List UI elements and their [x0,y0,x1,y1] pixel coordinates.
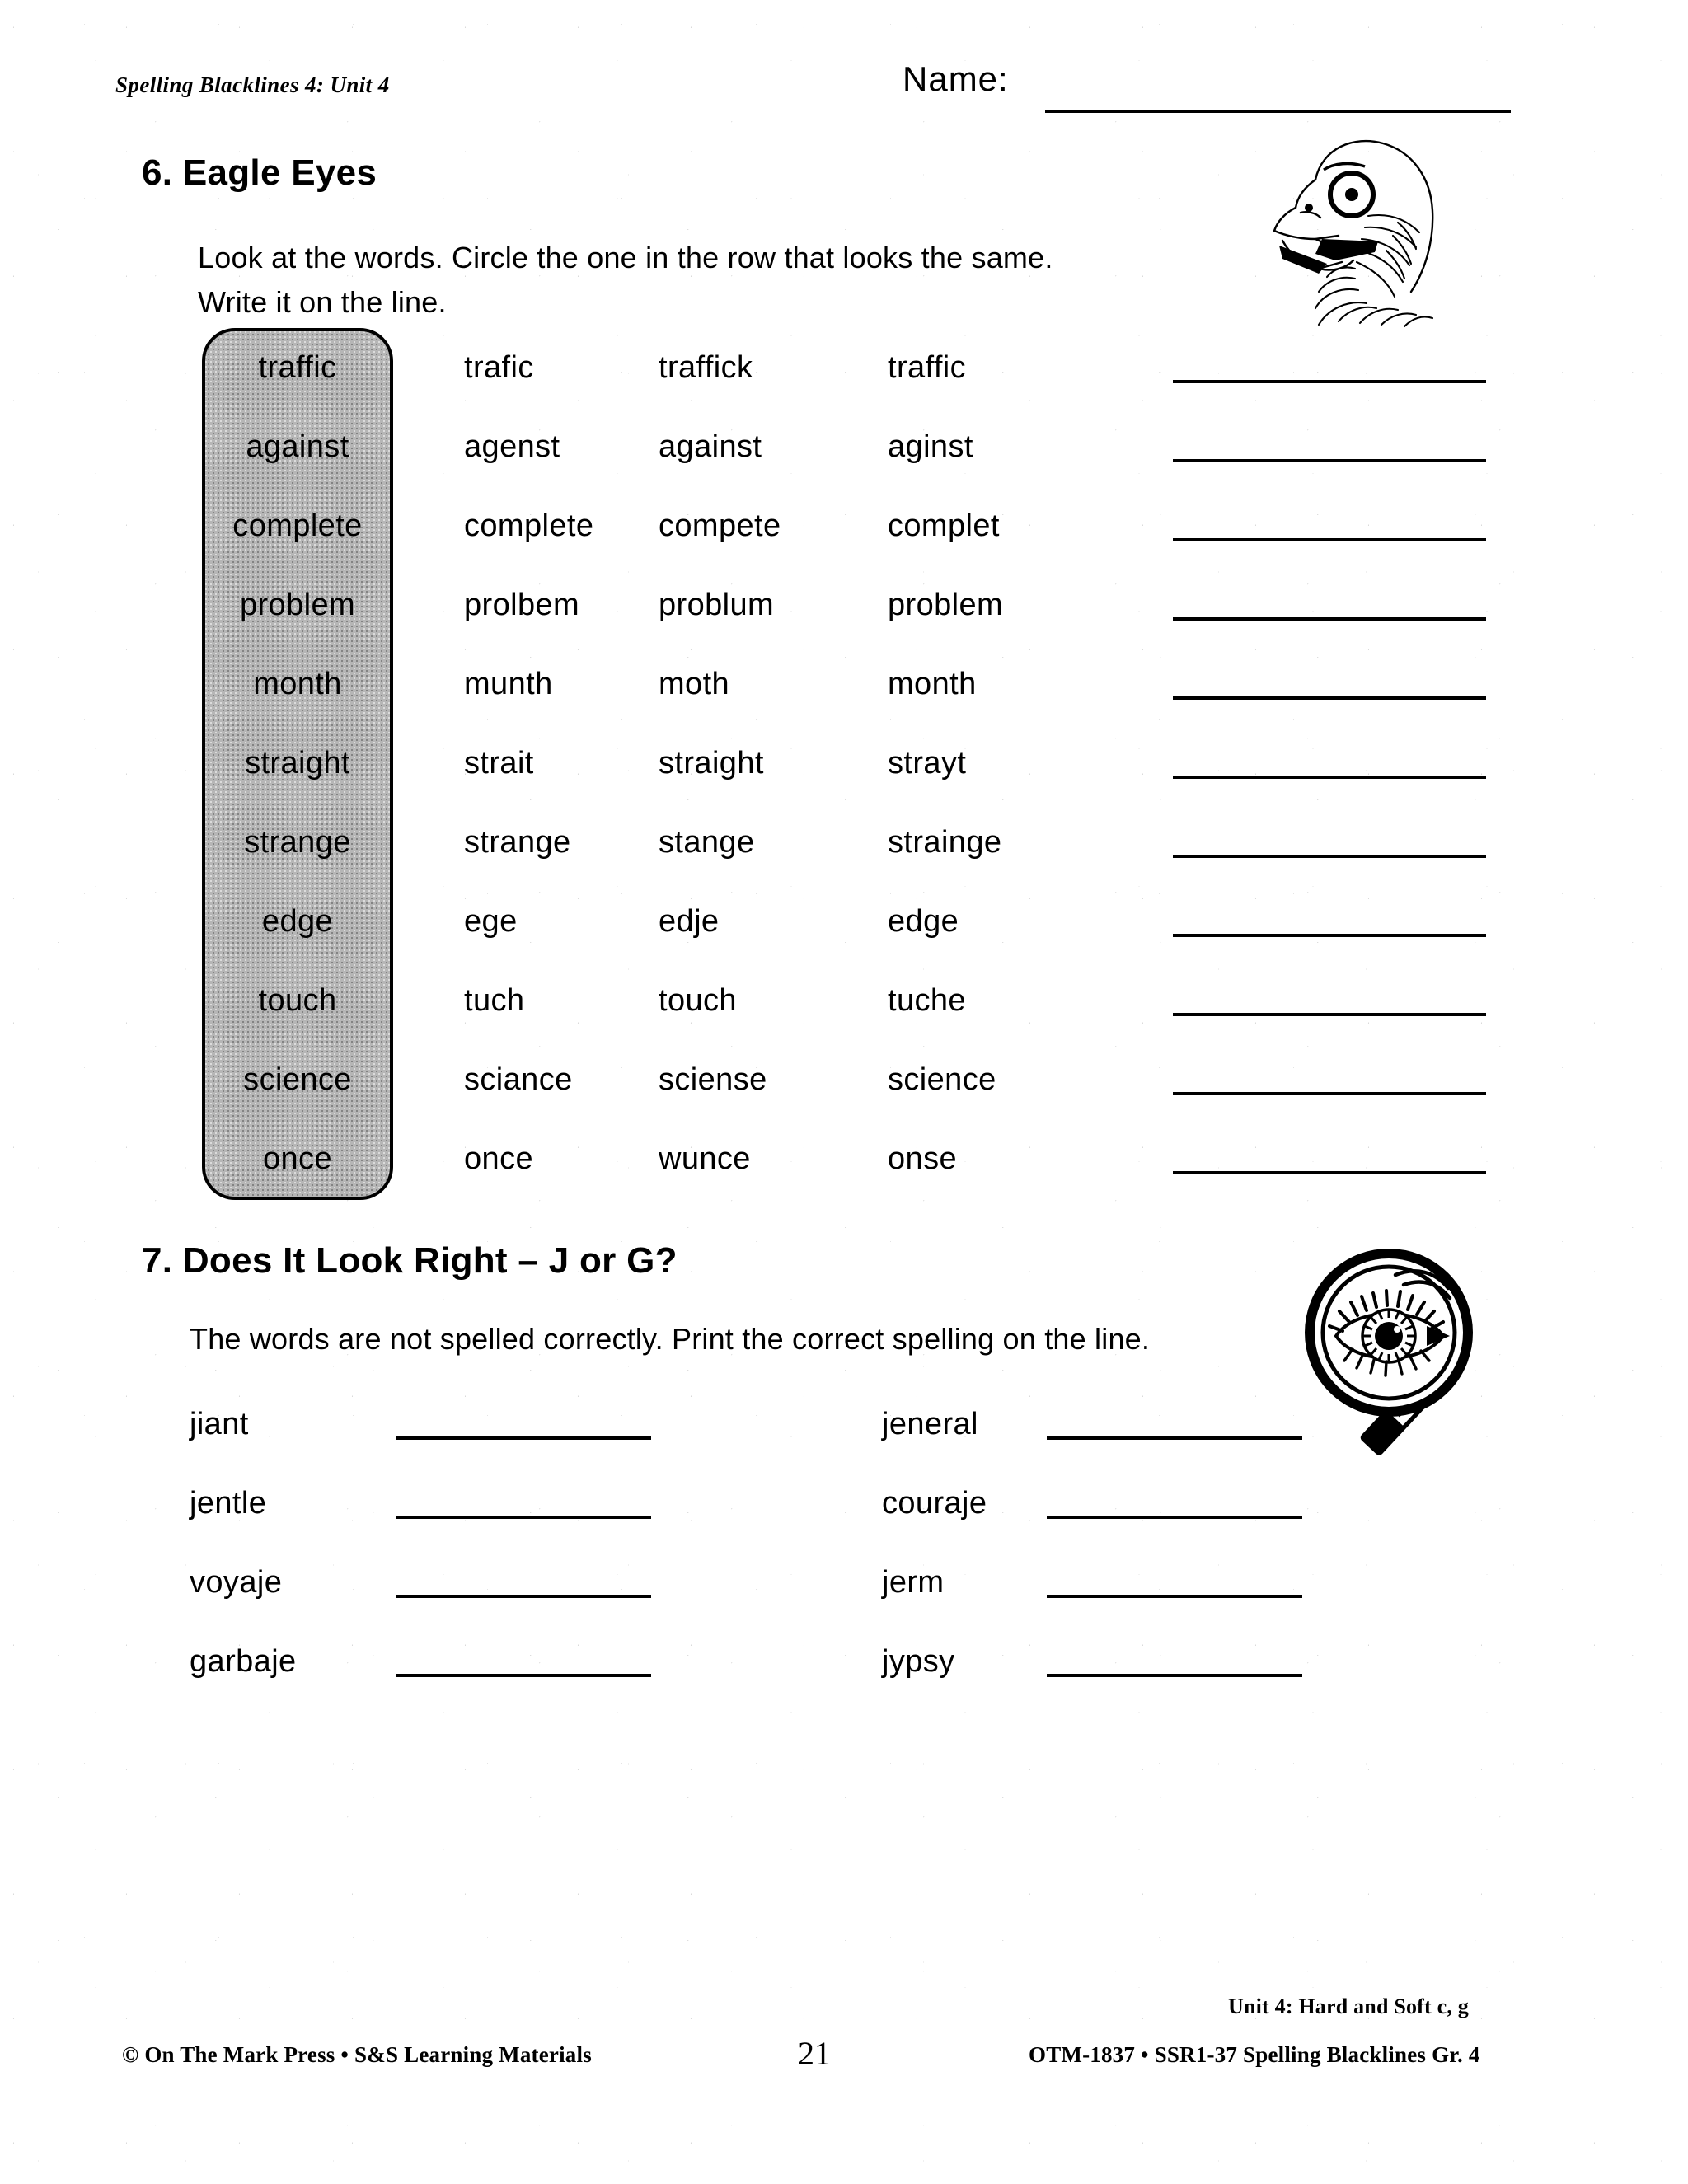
key-word: problem [239,587,356,622]
choice-c[interactable]: aginst [888,429,973,464]
choice-c[interactable]: edge [888,903,959,939]
choice-b[interactable]: moth [659,666,730,701]
answer-write-line[interactable] [1173,1092,1486,1095]
choice-a[interactable]: sciance [464,1062,573,1097]
section-6-instruction-line-1: Look at the words. Circle the one in the row that looks the same. [198,241,1053,274]
choice-c[interactable]: month [888,666,977,701]
word-entry-right [882,1644,1525,1680]
eagle-head-icon [1236,115,1451,338]
answer-write-line[interactable] [1047,1674,1302,1677]
key-word: edge [261,903,334,939]
key-word: straight [245,745,350,780]
answer-write-line[interactable] [1047,1516,1302,1519]
choice-a[interactable]: agenst [464,429,560,464]
key-word: traffic [258,349,337,385]
choice-b[interactable]: against [659,429,762,464]
section-7-instructions: The words are not spelled correctly. Print the correct spelling on the line. [190,1322,1151,1356]
footer-catalog-code: OTM-1837 • SSR1-37 Spelling Blacklines Gr. 4 [1029,2042,1480,2067]
misspelled-word: garbaje [190,1643,297,1679]
key-word: against [246,429,349,464]
choice-b[interactable]: stange [659,824,755,860]
choice-c[interactable]: strainge [888,824,1002,860]
key-word: touch [258,982,337,1018]
choice-a[interactable]: tuch [464,982,525,1018]
choice-c[interactable]: science [888,1062,996,1097]
choice-c[interactable]: complet [888,508,1000,543]
section-6-instructions [198,236,1053,325]
answer-write-line[interactable] [1173,380,1486,383]
answer-write-line[interactable] [396,1516,651,1519]
word-entry-left [190,1644,882,1680]
misspelled-word: jypsy [882,1643,955,1679]
list-item [190,1543,1525,1622]
answer-write-line[interactable] [1173,855,1486,858]
choice-b[interactable]: sciense [659,1062,767,1097]
choice-b[interactable]: wunce [659,1141,751,1176]
word-entry-right [882,1565,1525,1601]
choice-b[interactable]: traffick [659,349,753,385]
misspelled-word: voyaje [190,1564,283,1600]
choice-a[interactable]: munth [464,666,553,701]
answer-line-cell[interactable] [1110,352,1521,383]
word-entry-left [190,1407,882,1442]
section-6-instruction-line-2: Write it on the line. [198,285,447,319]
answer-line-cell[interactable] [1110,1064,1521,1095]
magnifying-glass-icon [1273,1224,1529,1479]
choice-c[interactable]: problem [888,587,1004,622]
answer-line-cell[interactable] [1110,431,1521,462]
answer-write-line[interactable] [1047,1436,1302,1440]
misspelled-word: jeneral [882,1406,978,1441]
choice-a[interactable]: prolbem [464,587,580,622]
footer-copyright: © On The Mark Press • S&S Learning Materials [122,2042,592,2067]
answer-line-cell[interactable] [1110,1143,1521,1174]
answer-write-line[interactable] [1047,1595,1302,1598]
answer-write-line[interactable] [1173,459,1486,462]
answer-write-line[interactable] [1173,1013,1486,1016]
table-row [202,486,1521,565]
booklet-title: Spelling Blacklines 4: Unit 4 [115,73,390,97]
choice-a[interactable]: trafic [464,349,534,385]
answer-write-line[interactable] [396,1595,651,1598]
table-row [202,644,1521,724]
answer-line-cell[interactable] [1110,985,1521,1016]
choice-a[interactable]: strait [464,745,534,780]
answer-line-cell[interactable] [1110,668,1521,700]
name-label: Name: [903,59,1009,98]
misspelled-word: couraje [882,1485,987,1521]
answer-write-line[interactable] [1173,696,1486,700]
section-6-title: 6. Eagle Eyes [142,152,377,193]
key-word: once [262,1141,332,1176]
answer-line-cell[interactable] [1110,748,1521,779]
choice-b[interactable]: straight [659,745,764,780]
answer-line-cell[interactable] [1110,510,1521,541]
answer-write-line[interactable] [1173,776,1486,779]
choice-a[interactable]: once [464,1141,534,1176]
answer-line-cell[interactable] [1110,589,1521,621]
table-row [202,882,1521,961]
choice-c[interactable]: traffic [888,349,967,385]
table-row [202,803,1521,882]
misspelled-word: jentle [190,1485,267,1521]
name-write-line[interactable] [1045,110,1511,113]
answer-write-line[interactable] [1173,1171,1486,1174]
table-row [202,1040,1521,1119]
choice-a[interactable]: complete [464,508,594,543]
word-entry-left [190,1486,882,1521]
table-row [202,1119,1521,1198]
choice-b[interactable]: edje [659,903,720,939]
answer-write-line[interactable] [396,1436,651,1440]
section-7-title: 7. Does It Look Right – J or G? [142,1240,678,1281]
misspelled-word: jiant [190,1406,249,1441]
choice-b[interactable]: touch [659,982,737,1018]
key-word: month [253,666,342,701]
misspelled-word: jerm [882,1564,945,1600]
choice-c[interactable]: strayt [888,745,967,780]
answer-write-line[interactable] [1173,538,1486,541]
table-row [202,407,1521,486]
table-row [202,328,1521,407]
eagle-eyes-word-grid [202,328,1521,1198]
page-number: 21 [798,2035,831,2072]
choice-c[interactable]: tuche [888,982,966,1018]
key-word: strange [244,824,351,860]
key-word: science [243,1062,352,1097]
choice-b[interactable]: problum [659,587,775,622]
key-word: complete [232,508,363,543]
word-entry-left [190,1565,882,1601]
choice-a[interactable]: ege [464,903,518,939]
word-entry-right [882,1486,1525,1521]
answer-write-line[interactable] [1173,934,1486,937]
table-row [202,565,1521,644]
choice-c[interactable]: onse [888,1141,958,1176]
choice-b[interactable]: compete [659,508,781,543]
answer-line-cell[interactable] [1110,827,1521,858]
choice-a[interactable]: strange [464,824,571,860]
answer-write-line[interactable] [396,1674,651,1677]
table-row [202,961,1521,1040]
table-row [202,724,1521,803]
list-item [190,1622,1525,1701]
footer-unit-note: Unit 4: Hard and Soft c, g [1228,1994,1469,2018]
answer-line-cell[interactable] [1110,906,1521,937]
answer-write-line[interactable] [1173,617,1486,621]
